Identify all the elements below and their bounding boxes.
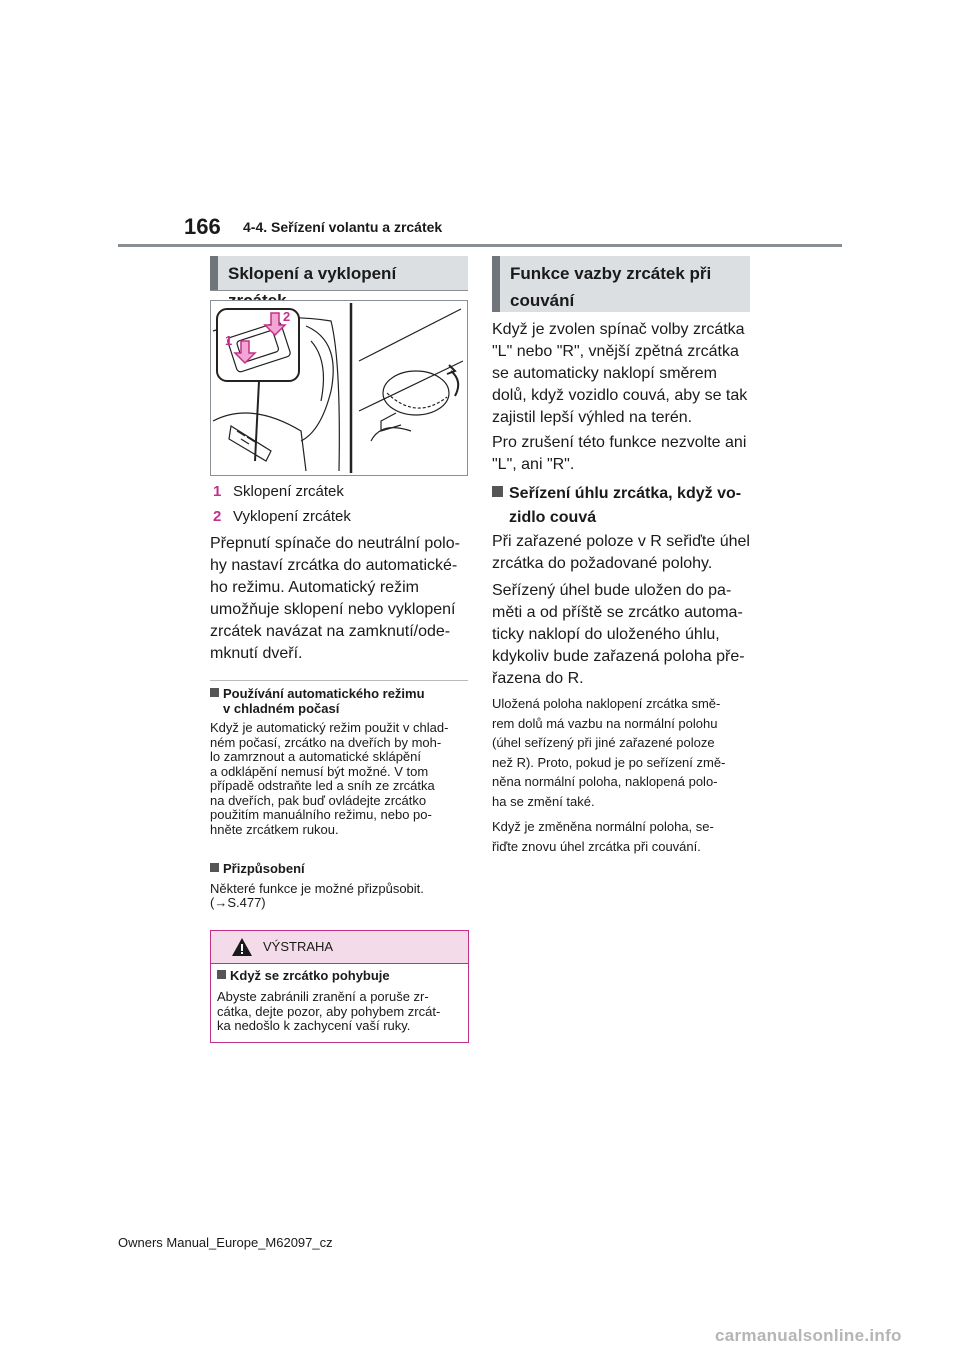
list-item xyxy=(213,507,351,527)
section-heading-reverse-link: Funkce vazby zrcátek při couvání xyxy=(492,256,750,312)
note-body: Když je automatický režim použit v chlad- ném počasí, zrcátko na dveřích by moh- lo zamrznout a automatické sklápění a odklápění nemusí být možné. V tom případě odstraňte led a sníh ze zrcátka na dveřích, pak buď ovládejte zrcátko použitím manuálního režimu, nebo po- hněte zrcátkem rukou. xyxy=(210,720,449,837)
warning-box xyxy=(210,930,469,1043)
item-label: Vyklopení zrcátek xyxy=(233,508,351,525)
footer-text: Owners Manual_Europe_M62097_cz xyxy=(118,1235,333,1250)
warning-title: VÝSTRAHA xyxy=(263,939,334,954)
text-line: hy nastaví zrcátka do automatické- xyxy=(210,557,458,574)
section-title: 4-4. Seřízení volantu a zrcátek xyxy=(243,219,443,235)
header-rule xyxy=(118,244,842,247)
callout-1: 1 xyxy=(225,333,233,348)
text-line: Přepnutí spínače do neutrální polo- xyxy=(210,535,460,552)
square-bullet-icon xyxy=(210,863,219,872)
cancel-function-paragraph: Pro zrušení této funkce nezvolte ani "L", ani "R". xyxy=(492,434,747,473)
watermark-text: carmanualsonline.info xyxy=(715,1326,902,1345)
memory-note: Uložená poloha naklopení zrcátka smě- rem dolů má vazbu na normální polohu (úhel seřízený při jiné zařazené poloze než R). Proto, pokud je po seřízení změ- něna normální poloha, naklopená polo- ha se změní také. xyxy=(492,696,726,809)
subsection-heading: Seřízení úhlu zrcátka, když vo- zidlo couvá xyxy=(492,482,760,530)
text-line: mknutí dveří. xyxy=(210,645,303,662)
warning-header xyxy=(211,931,468,964)
text-line: umožňuje sklopení nebo vyklopení xyxy=(210,601,456,618)
list-item xyxy=(213,482,344,502)
page-number: 166 xyxy=(184,214,221,239)
item-number: 2 xyxy=(213,508,222,525)
square-bullet-icon xyxy=(217,970,226,979)
section-heading-rule xyxy=(210,290,468,291)
note-cold-weather xyxy=(210,687,475,837)
text-line: zrcátek navázat na zamknutí/ode- xyxy=(210,623,451,640)
square-bullet-icon xyxy=(492,486,503,497)
warning-body: Abyste zabránili zranění a poruše zr- cátka, dejte pozor, aby pohybem zrcát- ka nedošlo k zachycení vaší ruky. xyxy=(217,989,441,1033)
normal-position-note: Když je změněna normální poloha, se- řiďte znovu úhel zrcátka při couvání. xyxy=(492,819,714,854)
reverse-link-paragraph: Když je zvolen spínač volby zrcátka "L" nebo "R", vnější zpětná zrcátka se automaticky naklopí směrem dolů, když vozidlo couvá, aby se tak zajistil lepší výhled na terén. xyxy=(492,321,748,426)
auto-mode-paragraph xyxy=(210,533,475,665)
item-number: 1 xyxy=(213,483,222,500)
mirror-switch-drawing xyxy=(211,301,467,475)
square-bullet-icon xyxy=(210,688,219,697)
text-line: ho režimu. Automatický režim xyxy=(210,579,419,596)
note-title: v chladném počasí xyxy=(223,700,340,716)
section-heading-mirror-fold: Sklopení a vyklopení xyxy=(210,256,468,290)
adjust-angle-paragraph: Při zařazené poloze v R seřiďte úhel zrcátka do požadované polohy. xyxy=(492,533,750,572)
warning-triangle-icon xyxy=(231,937,253,957)
callout-2: 2 xyxy=(283,309,291,324)
note-body: Některé funkce je možné přizpůsobit. (→S.477) xyxy=(210,882,475,911)
note-title: Přizpůsobení xyxy=(210,862,475,877)
memory-paragraph: Seřízený úhel bude uložen do pa- měti a od příště se zrcátko automa- ticky naklopí do uloženého úhlu, kdykoliv bude zařazená poloha pře- řazena do R. xyxy=(492,582,745,687)
item-label: Sklopení zrcátek xyxy=(233,483,344,500)
note-divider xyxy=(210,680,468,681)
page-reference-link[interactable]: (→S.477) xyxy=(210,895,266,910)
note-title: Používání automatického režimu xyxy=(210,687,475,702)
note-customization xyxy=(210,862,475,911)
warning-subtitle: Když se zrcátko pohybuje xyxy=(217,969,390,984)
mirror-fold-illustration xyxy=(210,300,468,476)
